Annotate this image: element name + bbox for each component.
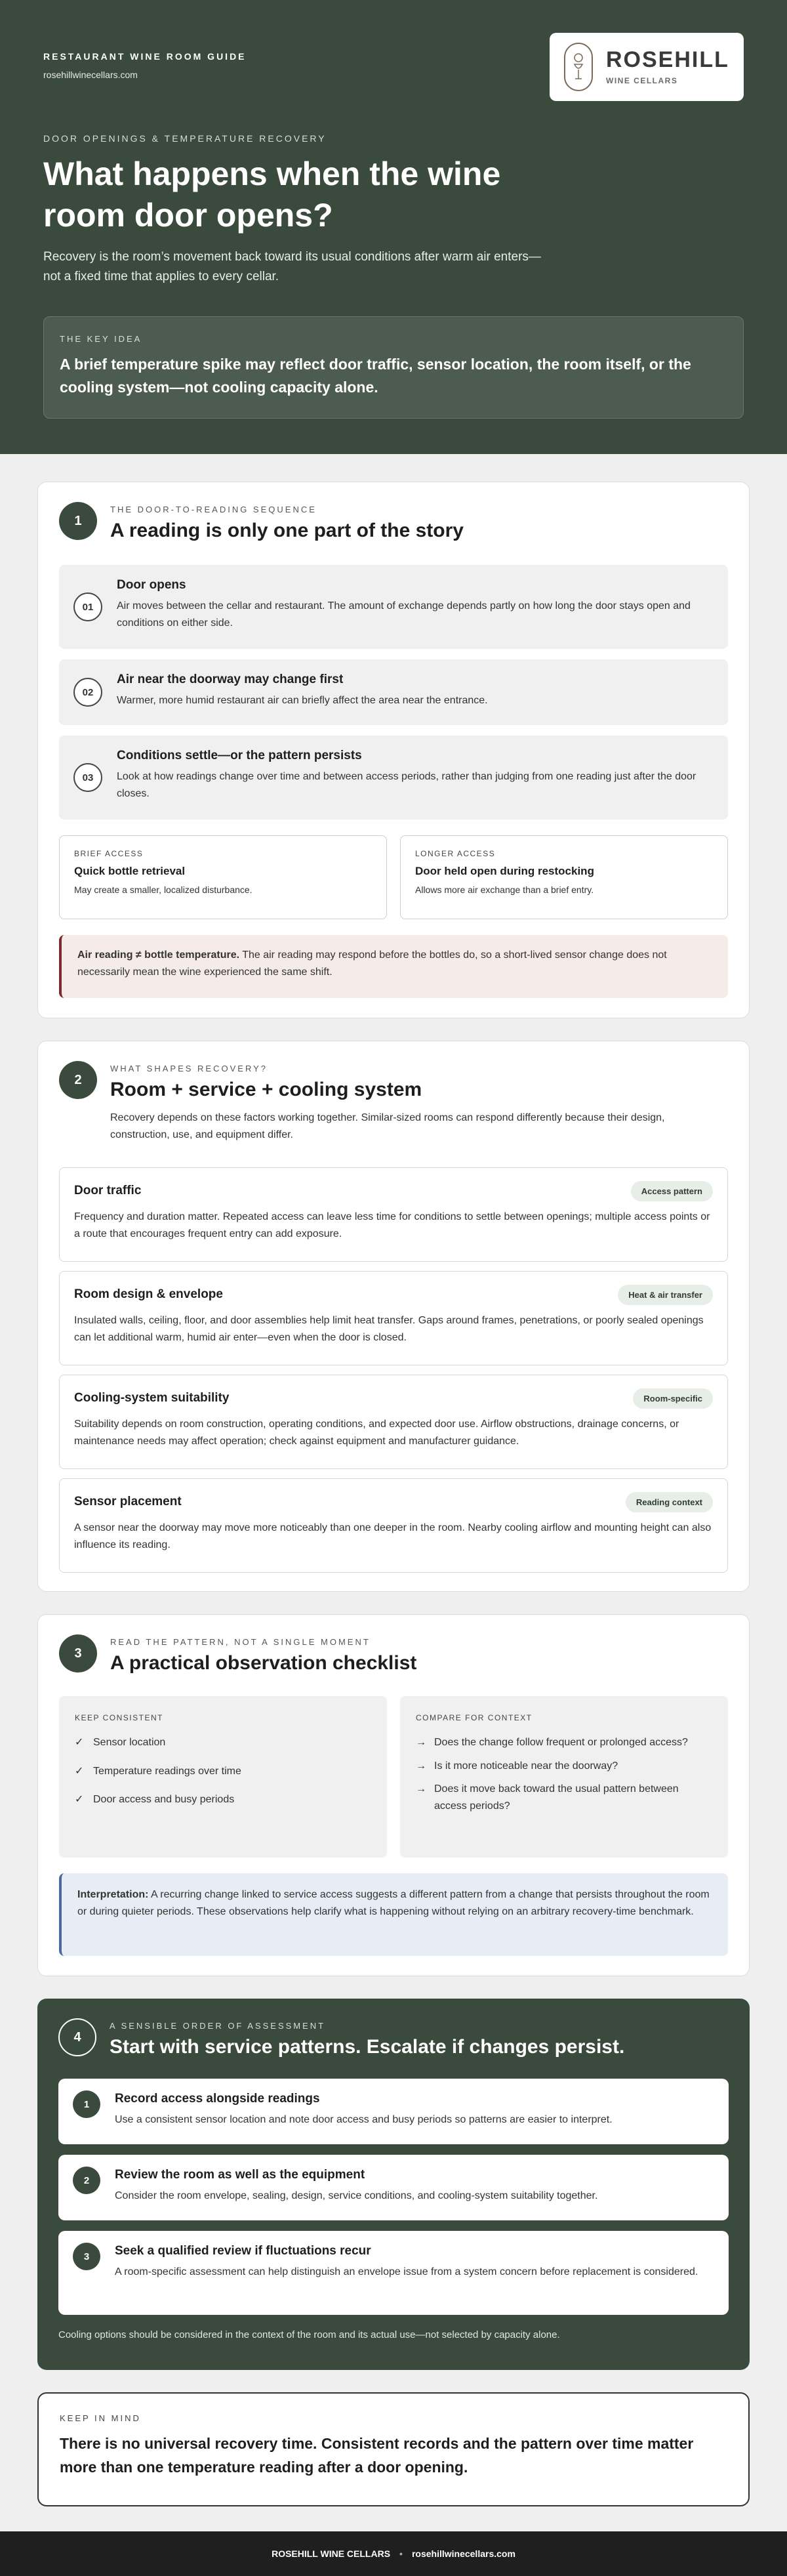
key-idea-box <box>43 316 744 419</box>
interpretation-callout <box>59 1873 728 1956</box>
step-text: Look at how readings change over time and between access periods, rather than judging from one reading just after the door closes. <box>117 771 696 799</box>
assessment-step <box>58 2231 729 2315</box>
card-text: Allows more air exchange than a brief entry. <box>415 884 594 895</box>
card-title: Door held open during restocking <box>415 865 594 877</box>
list-item-text: Sensor location <box>93 1737 166 1748</box>
step-text: Consider the room envelope, sealing, design, service conditions, and cooling-system suitability together. <box>115 2190 598 2201</box>
hero-description: Recovery is the room’s movement back toward its usual conditions after warm air enters—not a fixed time that applies to every cellar. <box>43 250 541 284</box>
list-item-text: Does the change follow frequent or prolonged access? <box>434 1737 688 1748</box>
factor-card-cooling-system <box>59 1375 728 1469</box>
list-item-text: Temperature readings over time <box>93 1765 241 1777</box>
list-item <box>416 1758 712 1775</box>
step-title: Seek a qualified review if fluctuations recur <box>115 2244 371 2258</box>
factor-tag: Room-specific <box>633 1388 713 1409</box>
footer-url[interactable]: rosehillwinecellars.com <box>411 2548 515 2559</box>
factor-text: Frequency and duration matter. Repeated access can leave less time for conditions to settle between openings; multiple access points or a route that encourages frequent entry can add exposure. <box>74 1211 710 1240</box>
step-title: Conditions settle—or the pattern persists <box>117 749 362 762</box>
assessment-step <box>58 2079 729 2144</box>
section-number: 2 <box>59 1061 97 1099</box>
site-url[interactable]: rosehillwinecellars.com <box>43 70 138 80</box>
arrow-right-icon: → <box>416 1737 426 1748</box>
step-text: Air moves between the cellar and restaurant. The amount of exchange depends partly on how long the door stays open and conditions on either side. <box>117 600 691 629</box>
list-item-text: Door access and busy periods <box>93 1794 235 1806</box>
section-number: 4 <box>58 2018 96 2056</box>
step-title: Air near the doorway may change first <box>117 673 344 686</box>
section-eyebrow: THE DOOR-TO-READING SEQUENCE <box>110 505 317 514</box>
check-icon: ✓ <box>75 1794 84 1806</box>
card-label: LONGER ACCESS <box>415 849 496 858</box>
keep-in-mind-box <box>37 2392 750 2506</box>
factor-text: A sensor near the doorway may move more noticeably than one deeper in the room. Nearby cooling airflow and mounting height can also influence its reading. <box>74 1522 712 1551</box>
section-title: Start with service patterns. Escalate if changes persist. <box>110 2036 625 2058</box>
key-idea-text: A brief temperature spike may reflect door traffic, sensor location, the room itself, or the cooling system—not cooling capacity alone. <box>60 356 691 396</box>
factor-text: Suitability depends on room construction, operating conditions, and expected door use. Airflow obstructions, drainage concerns, or maintenance needs may affect operation; check against equipment and manufacturer guidance. <box>74 1419 679 1447</box>
arrow-right-icon: → <box>416 1783 426 1795</box>
assessment-step <box>58 2155 729 2220</box>
step-text: Use a consistent sensor location and note door access and busy periods so patterns are easier to interpret. <box>115 2114 613 2125</box>
footer-separator: • <box>399 2548 403 2559</box>
callout-text: The air reading may respond before the bottles do, so a short-lived sensor change does not necessarily mean the wine experienced the same shift. <box>77 949 667 978</box>
section-eyebrow: A SENSIBLE ORDER OF ASSESSMENT <box>110 2021 326 2031</box>
factor-title: Door traffic <box>74 1184 142 1197</box>
section-title: A reading is only one part of the story <box>110 520 464 541</box>
step-number: 3 <box>73 2243 100 2270</box>
step-text: A room-specific assessment can help distinguish an envelope issue from a system concern before replacement is considered. <box>115 2266 698 2277</box>
check-icon: ✓ <box>75 1737 84 1748</box>
step-number: 2 <box>73 2167 100 2194</box>
section-number: 1 <box>59 502 97 540</box>
arrow-right-icon: → <box>416 1760 426 1772</box>
sequence-step <box>59 736 728 820</box>
section-title: A practical observation checklist <box>110 1652 417 1674</box>
card-label: BRIEF ACCESS <box>74 849 144 858</box>
wine-glass-emblem-icon <box>564 43 593 91</box>
section-number: 3 <box>59 1634 97 1672</box>
factor-title: Cooling-system suitability <box>74 1391 230 1405</box>
factor-tag: Access pattern <box>631 1181 713 1201</box>
keep-consistent-box <box>59 1696 387 1858</box>
list-item <box>416 1734 712 1751</box>
list-item <box>75 1763 371 1780</box>
box-label: KEEP CONSISTENT <box>75 1713 163 1722</box>
assessment-note: Cooling options should be considered in the context of the room and its actual use—not selected by capacity alone. <box>58 2329 560 2340</box>
step-title: Record access alongside readings <box>115 2092 320 2106</box>
card-title: Quick bottle retrieval <box>74 865 186 877</box>
compare-context-box <box>400 1696 728 1858</box>
brief-access-card <box>59 835 387 919</box>
callout-text: A recurring change linked to service access suggests a different pattern from a change that persists throughout the room or during quieter periods. These observations help clarify what is happening without relying on an arbitrary recovery-time benchmark. <box>77 1889 710 1918</box>
step-number: 03 <box>73 763 102 792</box>
step-number: 1 <box>73 2090 100 2118</box>
list-item-text: Does it move back toward the usual pattern between access periods? <box>434 1783 679 1812</box>
section-recovery-factors <box>37 1041 750 1592</box>
list-item <box>416 1781 712 1814</box>
factor-text: Insulated walls, ceiling, floor, and door assemblies help limit heat transfer. Gaps around frames, penetrations, or poorly sealed openings can let additional warm, humid air enter—even when the door is closed. <box>74 1315 704 1344</box>
section-title: Room + service + cooling system <box>110 1079 422 1100</box>
brand-line <box>43 51 247 80</box>
air-reading-callout <box>59 935 728 998</box>
card-text: May create a smaller, localized disturbance. <box>74 884 252 895</box>
section-assessment-order <box>37 1999 750 2370</box>
key-idea-label: THE KEY IDEA <box>60 334 142 344</box>
check-icon: ✓ <box>75 1765 84 1777</box>
section-intro: Recovery depends on these factors working together. Similar-sized rooms can respond differently because their design, construction, use, and equipment differ. <box>110 1112 665 1141</box>
list-item <box>75 1734 371 1751</box>
factor-tag: Heat & air transfer <box>618 1285 713 1305</box>
step-number: 01 <box>73 592 102 621</box>
factor-card-door-traffic <box>59 1167 728 1262</box>
list-item-text: Is it more noticeable near the doorway? <box>434 1760 618 1772</box>
logo-word: ROSEHILL <box>606 47 729 72</box>
callout-bold: Air reading ≠ bottle temperature. <box>77 949 240 961</box>
logo[interactable] <box>550 33 744 101</box>
step-text: Warmer, more humid restaurant air can briefly affect the area near the entrance. <box>117 695 488 706</box>
list-item <box>75 1791 371 1808</box>
section-eyebrow: READ THE PATTERN, NOT A SINGLE MOMENT <box>110 1637 371 1647</box>
hero-eyebrow: DOOR OPENINGS & TEMPERATURE RECOVERY <box>43 133 327 144</box>
step-title: Door opens <box>117 578 186 592</box>
step-title: Review the room as well as the equipment <box>115 2168 365 2182</box>
hero-header <box>0 0 787 454</box>
logo-subtitle: WINE CELLARS <box>606 76 678 85</box>
keep-in-mind-label: KEEP IN MIND <box>60 2413 141 2423</box>
section-eyebrow: WHAT SHAPES RECOVERY? <box>110 1064 268 1073</box>
factor-title: Room design & envelope <box>74 1287 223 1301</box>
step-number: 02 <box>73 678 102 707</box>
factor-card-room-design <box>59 1271 728 1365</box>
guide-title: RESTAURANT WINE ROOM GUIDE <box>43 51 247 62</box>
longer-access-card <box>400 835 728 919</box>
box-label: COMPARE FOR CONTEXT <box>416 1713 533 1722</box>
section-door-sequence <box>37 482 750 1018</box>
page-title: What happens when the wine room door opens? <box>43 156 501 234</box>
factor-title: Sensor placement <box>74 1495 182 1508</box>
section-observation-checklist <box>37 1614 750 1976</box>
footer-brand: ROSEHILL WINE CELLARS <box>272 2548 391 2559</box>
callout-bold: Interpretation: <box>77 1889 149 1900</box>
sequence-step <box>59 565 728 649</box>
footer <box>0 2531 787 2576</box>
keep-in-mind-text: There is no universal recovery time. Consistent records and the pattern over time matter more than one temperature reading after a door opening. <box>60 2435 694 2476</box>
sequence-step <box>59 659 728 725</box>
factor-tag: Reading context <box>626 1492 713 1512</box>
factor-card-sensor-placement <box>59 1478 728 1573</box>
